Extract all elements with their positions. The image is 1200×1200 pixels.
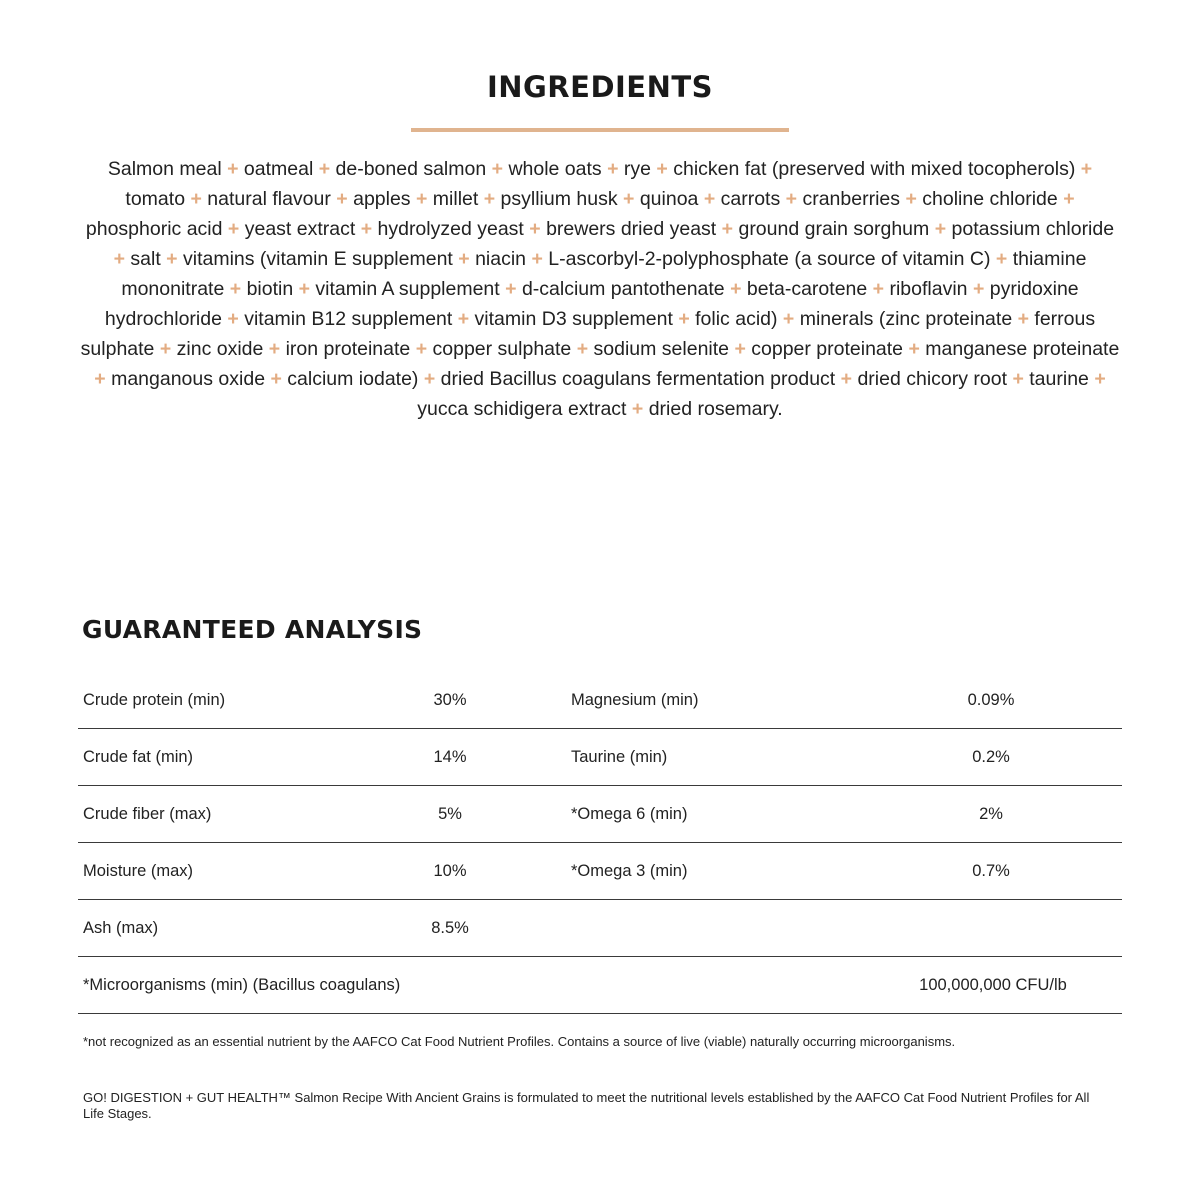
ingredient-item: apples [353,188,411,210]
ingredient-item: manganous oxide [111,368,266,390]
plus-separator-icon: + [159,338,172,360]
plus-separator-icon: + [576,338,589,360]
nutrient-value: 8.5% [431,919,469,937]
ingredient-item: vitamin B12 supplement [244,308,453,330]
ingredient-item: yeast extract [244,218,356,240]
ingredient-item: copper sulphate [432,338,572,360]
footnote: *not recognized as an essential nutrient by the AAFCO Cat Food Nutrient Profiles. Contains a source of live (viable) naturally occurring microorganisms. [83,1034,956,1049]
plus-separator-icon: + [227,308,239,330]
plus-separator-icon: + [631,398,644,420]
ingredient-item: chicken fat (preserved with mixed tocopherols) [673,158,1076,180]
plus-separator-icon: + [678,308,690,330]
ingredient-item: copper proteinate [751,338,904,360]
plus-separator-icon: + [229,278,242,300]
ingredient-item: dried rosemary. [648,398,783,420]
ingredient-item: phosphoric acid [85,218,223,240]
ingredient-item: tomato [125,188,186,210]
ingredient-item: manganese proteinate [925,338,1120,360]
nutrient-value [951,900,1031,956]
ingredient-item: L-ascorbyl-2-polyphosphate (a source of vitamin C) [548,248,991,270]
nutrient-value: 5% [438,805,462,823]
ingredient-item: millet [432,188,479,210]
ingredient-item: minerals (zinc proteinate [799,308,1013,330]
plus-separator-icon: + [905,188,917,210]
plus-separator-icon: + [113,248,125,270]
ingredient-item: iron proteinate [285,338,411,360]
plus-separator-icon: + [415,188,428,210]
ingredient-item: folic acid) [695,308,778,330]
ingredients-title: INGREDIENTS [486,70,714,104]
plus-separator-icon: + [458,248,470,270]
nutrient-value: 14% [433,748,467,766]
title-underline [411,128,789,132]
ingredient-item: yucca schidigera extract [417,398,627,420]
nutrient-value: 2% [979,805,1003,823]
plus-separator-icon: + [1012,368,1024,390]
nutrient-label: Magnesium (min) [571,691,699,709]
ingredient-item: choline chloride [922,188,1058,210]
ingredient-item: niacin [475,248,527,270]
plus-separator-icon: + [872,278,885,300]
nutrient-value: 30% [433,691,467,709]
ingredient-item: de-boned salmon [335,158,487,180]
plus-separator-icon: + [227,158,239,180]
ingredient-item: dried Bacillus coagulans fermentation product [440,368,836,390]
plus-separator-icon: + [423,368,436,390]
ingredient-item: calcium iodate) [287,368,419,390]
nutrient-label: *Omega 3 (min) [571,862,688,880]
ingredient-item: biotin [246,278,294,300]
ingredient-item: ground grain sorghum [738,218,930,240]
ingredient-item: rye [623,158,651,180]
nutrient-value: 0.7% [972,862,1010,880]
table-row [78,900,1122,957]
nutrient-label: Moisture (max) [83,862,194,880]
plus-separator-icon: + [336,188,348,210]
plus-separator-icon: + [415,338,428,360]
nutrient-label: Crude fat (min) [83,748,194,766]
plus-separator-icon: + [908,338,920,360]
plus-separator-icon: + [227,218,240,240]
nutrient-value: 0.2% [972,748,1010,766]
table-row [78,729,1122,786]
plus-separator-icon: + [1080,158,1093,180]
ingredient-item: pyridoxine hydrochloride [104,278,1079,330]
ingredient-item: hydrolyzed yeast [377,218,524,240]
plus-separator-icon: + [730,278,742,300]
aafco-statement: GO! DIGESTION + GUT HEALTH™ Salmon Recipe With Ancient Grains is formulated to meet the nutritional levels established by the AAFCO Cat Food Nutrient Profiles for All Life Stages. [83,1090,1090,1121]
table-row [78,957,1122,1014]
microorganisms-label: *Microorganisms (min) (Bacillus coagulans) [83,976,401,994]
plus-separator-icon: + [1017,308,1029,330]
guaranteed-analysis-title: GUARANTEED ANALYSIS [82,615,423,644]
nutrient-label: *Omega 6 (min) [571,805,688,823]
plus-separator-icon: + [934,218,947,240]
ingredient-item: thiamine mononitrate [121,248,1087,300]
plus-separator-icon: + [995,248,1008,270]
plus-separator-icon: + [623,188,635,210]
plus-separator-icon: + [360,218,373,240]
ingredient-item: cranberries [802,188,901,210]
ingredient-item: vitamin A supplement [315,278,500,300]
ingredient-item: vitamin D3 supplement [474,308,673,330]
nutrient-label: Ash (max) [83,919,159,937]
nutrient-value: 10% [433,862,467,880]
ingredient-item: beta-carotene [746,278,868,300]
plus-separator-icon: + [656,158,668,180]
plus-separator-icon: + [483,188,496,210]
plus-separator-icon: + [190,188,202,210]
ingredient-item: potassium chloride [951,218,1115,240]
microorganisms-value: 100,000,000 CFU/lb [919,976,1067,994]
table-row [78,672,1122,729]
ingredient-item: taurine [1029,368,1089,390]
plus-separator-icon: + [457,308,470,330]
plus-separator-icon: + [785,188,798,210]
guaranteed-analysis-table [78,672,1122,1014]
ingredient-item: zinc oxide [176,338,264,360]
ingredient-item: dried chicory root [857,368,1008,390]
ingredient-item: quinoa [639,188,699,210]
plus-separator-icon: + [531,248,543,270]
plus-separator-icon: + [529,218,541,240]
plus-separator-icon: + [840,368,853,390]
nutrient-label: Taurine (min) [571,748,668,766]
plus-separator-icon: + [721,218,734,240]
plus-separator-icon: + [318,158,331,180]
ingredient-item: sodium selenite [593,338,730,360]
nutrient-value: 0.09% [967,691,1015,709]
ingredient-item: carrots [720,188,781,210]
ingredient-item: riboflavin [889,278,968,300]
plus-separator-icon: + [491,158,504,180]
plus-separator-icon: + [94,368,106,390]
ingredients-list [80,154,1120,424]
plus-separator-icon: + [505,278,517,300]
plus-separator-icon: + [703,188,716,210]
ingredient-item: ferrous sulphate [80,308,1096,360]
ingredient-item: natural flavour [207,188,331,210]
plus-separator-icon: + [972,278,985,300]
ingredient-item: vitamins (vitamin E supplement [182,248,453,270]
plus-separator-icon: + [734,338,746,360]
ingredient-item: brewers dried yeast [546,218,717,240]
table-row [78,843,1122,900]
plus-separator-icon: + [782,308,795,330]
ingredient-item: psyllium husk [500,188,618,210]
ingredient-item: whole oats [508,158,602,180]
plus-separator-icon: + [166,248,178,270]
ingredient-item: oatmeal [243,158,314,180]
nutrient-label: Crude fiber (max) [83,805,212,823]
plus-separator-icon: + [607,158,619,180]
plus-separator-icon: + [298,278,310,300]
plus-separator-icon: + [268,338,281,360]
table-row [78,786,1122,843]
nutrient-label: Crude protein (min) [83,691,226,709]
plus-separator-icon: + [1094,368,1106,390]
ingredient-item: d-calcium pantothenate [521,278,725,300]
plus-separator-icon: + [270,368,282,390]
ingredient-item: salt [130,248,161,270]
ingredient-item: Salmon meal [107,158,222,180]
plus-separator-icon: + [1063,188,1075,210]
